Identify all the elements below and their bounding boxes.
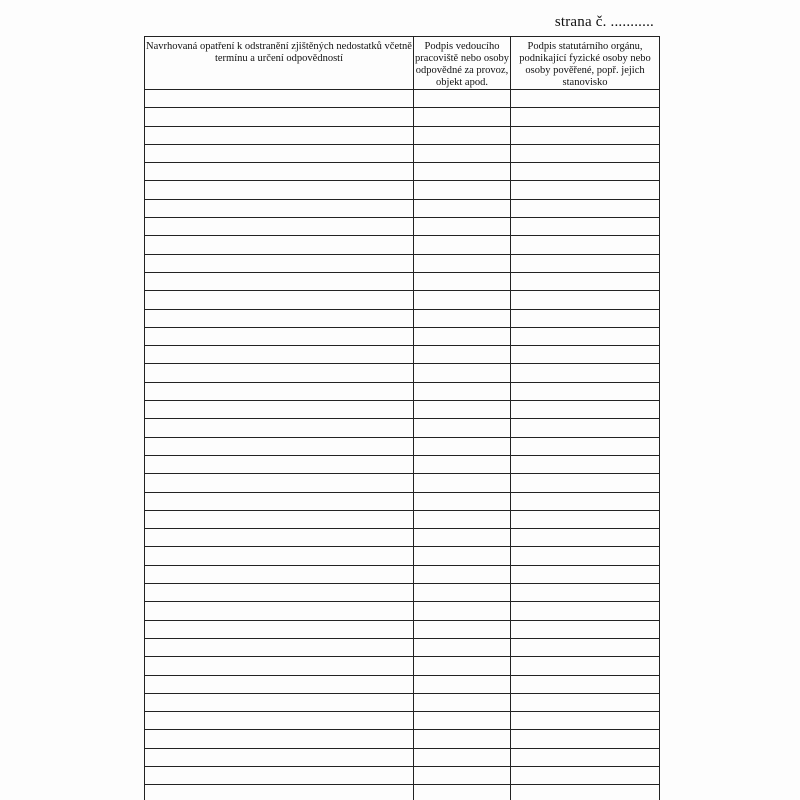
cell-manager-signature[interactable] — [414, 620, 511, 638]
cell-measures[interactable] — [145, 529, 414, 547]
table-row — [145, 712, 660, 730]
cell-measures[interactable] — [145, 291, 414, 309]
cell-measures[interactable] — [145, 327, 414, 345]
table-row — [145, 730, 660, 748]
cell-measures[interactable] — [145, 657, 414, 675]
cell-statutory-signature[interactable] — [511, 584, 660, 602]
cell-statutory-signature[interactable] — [511, 748, 660, 766]
cell-manager-signature[interactable] — [414, 730, 511, 748]
table-row — [145, 584, 660, 602]
table-row — [145, 199, 660, 217]
cell-statutory-signature[interactable] — [511, 474, 660, 492]
cell-statutory-signature[interactable] — [511, 346, 660, 364]
cell-manager-signature[interactable] — [414, 181, 511, 199]
cell-statutory-signature[interactable] — [511, 565, 660, 583]
table-row — [145, 254, 660, 272]
table-row — [145, 126, 660, 144]
table-row — [145, 364, 660, 382]
cell-measures[interactable] — [145, 492, 414, 510]
cell-measures[interactable] — [145, 199, 414, 217]
table-header-row — [145, 37, 660, 90]
cell-manager-signature[interactable] — [414, 401, 511, 419]
cell-measures[interactable] — [145, 236, 414, 254]
table-row — [145, 657, 660, 675]
cell-statutory-signature[interactable] — [511, 419, 660, 437]
cell-statutory-signature[interactable] — [511, 181, 660, 199]
cell-manager-signature[interactable] — [414, 766, 511, 784]
table-row — [145, 346, 660, 364]
cell-manager-signature[interactable] — [414, 108, 511, 126]
table-row — [145, 547, 660, 565]
cell-manager-signature[interactable] — [414, 327, 511, 345]
cell-statutory-signature[interactable] — [511, 620, 660, 638]
cell-measures[interactable] — [145, 144, 414, 162]
table-row — [145, 163, 660, 181]
table-row — [145, 693, 660, 711]
cell-measures[interactable] — [145, 437, 414, 455]
cell-manager-signature[interactable] — [414, 144, 511, 162]
table-row — [145, 291, 660, 309]
table-row — [145, 108, 660, 126]
table-row — [145, 638, 660, 656]
cell-manager-signature[interactable] — [414, 547, 511, 565]
cell-statutory-signature[interactable] — [511, 675, 660, 693]
cell-manager-signature[interactable] — [414, 492, 511, 510]
table-row — [145, 565, 660, 583]
cell-measures[interactable] — [145, 547, 414, 565]
cell-statutory-signature[interactable] — [511, 766, 660, 784]
cell-statutory-signature[interactable] — [511, 126, 660, 144]
cell-manager-signature[interactable] — [414, 126, 511, 144]
cell-statutory-signature[interactable] — [511, 144, 660, 162]
table-row — [145, 455, 660, 473]
table-row — [145, 620, 660, 638]
table-row — [145, 419, 660, 437]
cell-measures[interactable] — [145, 474, 414, 492]
cell-statutory-signature[interactable] — [511, 547, 660, 565]
cell-statutory-signature[interactable] — [511, 638, 660, 656]
cell-statutory-signature[interactable] — [511, 327, 660, 345]
table-row — [145, 236, 660, 254]
cell-measures[interactable] — [145, 419, 414, 437]
cell-measures[interactable] — [145, 748, 414, 766]
cell-manager-signature[interactable] — [414, 272, 511, 290]
cell-manager-signature[interactable] — [414, 199, 511, 217]
table-row — [145, 327, 660, 345]
cell-measures[interactable] — [145, 309, 414, 327]
cell-manager-signature[interactable] — [414, 638, 511, 656]
cell-statutory-signature[interactable] — [511, 108, 660, 126]
table-row — [145, 437, 660, 455]
cell-measures[interactable] — [145, 510, 414, 528]
page-number-label: strana č. ........... — [554, 14, 654, 30]
cell-statutory-signature[interactable] — [511, 382, 660, 400]
cell-manager-signature[interactable] — [414, 748, 511, 766]
cell-measures[interactable] — [145, 455, 414, 473]
cell-statutory-signature[interactable] — [511, 529, 660, 547]
cell-manager-signature[interactable] — [414, 236, 511, 254]
cell-measures[interactable] — [145, 90, 414, 108]
cell-manager-signature[interactable] — [414, 657, 511, 675]
table-row — [145, 218, 660, 236]
cell-manager-signature[interactable] — [414, 529, 511, 547]
cell-manager-signature[interactable] — [414, 437, 511, 455]
cell-statutory-signature[interactable] — [511, 163, 660, 181]
table-row — [145, 144, 660, 162]
table-row — [145, 602, 660, 620]
cell-statutory-signature[interactable] — [511, 199, 660, 217]
cell-statutory-signature[interactable] — [511, 785, 660, 800]
table-row — [145, 272, 660, 290]
cell-measures[interactable] — [145, 693, 414, 711]
cell-statutory-signature[interactable] — [511, 492, 660, 510]
cell-statutory-signature[interactable] — [511, 291, 660, 309]
table-row — [145, 492, 660, 510]
cell-measures[interactable] — [145, 584, 414, 602]
cell-measures[interactable] — [145, 364, 414, 382]
cell-measures[interactable] — [145, 254, 414, 272]
cell-manager-signature[interactable] — [414, 510, 511, 528]
table-row — [145, 785, 660, 800]
cell-manager-signature[interactable] — [414, 291, 511, 309]
table-row — [145, 748, 660, 766]
table-row — [145, 766, 660, 784]
table-row — [145, 529, 660, 547]
cell-statutory-signature[interactable] — [511, 236, 660, 254]
cell-measures[interactable] — [145, 401, 414, 419]
cell-measures[interactable] — [145, 638, 414, 656]
table-row — [145, 181, 660, 199]
measures-table — [144, 36, 660, 800]
cell-measures[interactable] — [145, 730, 414, 748]
cell-measures[interactable] — [145, 108, 414, 126]
cell-manager-signature[interactable] — [414, 419, 511, 437]
cell-statutory-signature[interactable] — [511, 657, 660, 675]
table-row — [145, 675, 660, 693]
cell-measures[interactable] — [145, 565, 414, 583]
header-proposed-measures: Navrhovaná opatření k odstranění zjištěných nedostatků včetně termínu a určení odpovědností — [145, 37, 414, 90]
cell-measures[interactable] — [145, 272, 414, 290]
cell-measures[interactable] — [145, 620, 414, 638]
cell-manager-signature[interactable] — [414, 693, 511, 711]
cell-measures[interactable] — [145, 785, 414, 800]
cell-measures[interactable] — [145, 181, 414, 199]
table-row — [145, 382, 660, 400]
header-manager-signature: Podpis vedoucího pracoviště nebo osoby odpovědné za provoz, objekt apod. — [414, 37, 511, 90]
header-statutory-signature: Podpis statutárního orgánu, podnikající fyzické osoby nebo osoby pověřené, popř. jejich stanovisko — [511, 37, 660, 90]
cell-statutory-signature[interactable] — [511, 218, 660, 236]
cell-measures[interactable] — [145, 712, 414, 730]
cell-statutory-signature[interactable] — [511, 364, 660, 382]
cell-manager-signature[interactable] — [414, 346, 511, 364]
table-body — [145, 90, 660, 800]
table-row — [145, 309, 660, 327]
cell-statutory-signature[interactable] — [511, 309, 660, 327]
cell-manager-signature[interactable] — [414, 474, 511, 492]
cell-statutory-signature[interactable] — [511, 602, 660, 620]
cell-manager-signature[interactable] — [414, 565, 511, 583]
cell-statutory-signature[interactable] — [511, 254, 660, 272]
cell-manager-signature[interactable] — [414, 254, 511, 272]
cell-manager-signature[interactable] — [414, 218, 511, 236]
cell-statutory-signature[interactable] — [511, 510, 660, 528]
cell-manager-signature[interactable] — [414, 455, 511, 473]
cell-measures[interactable] — [145, 766, 414, 784]
cell-statutory-signature[interactable] — [511, 455, 660, 473]
cell-measures[interactable] — [145, 382, 414, 400]
cell-manager-signature[interactable] — [414, 785, 511, 800]
table-row — [145, 401, 660, 419]
cell-measures[interactable] — [145, 126, 414, 144]
cell-manager-signature[interactable] — [414, 364, 511, 382]
cell-manager-signature[interactable] — [414, 675, 511, 693]
cell-measures[interactable] — [145, 675, 414, 693]
cell-statutory-signature[interactable] — [511, 401, 660, 419]
table-row — [145, 474, 660, 492]
cell-statutory-signature[interactable] — [511, 90, 660, 108]
cell-statutory-signature[interactable] — [511, 437, 660, 455]
cell-statutory-signature[interactable] — [511, 272, 660, 290]
table-row — [145, 90, 660, 108]
cell-manager-signature[interactable] — [414, 90, 511, 108]
cell-measures[interactable] — [145, 346, 414, 364]
cell-measures[interactable] — [145, 602, 414, 620]
cell-manager-signature[interactable] — [414, 382, 511, 400]
cell-manager-signature[interactable] — [414, 602, 511, 620]
cell-measures[interactable] — [145, 218, 414, 236]
cell-statutory-signature[interactable] — [511, 693, 660, 711]
cell-statutory-signature[interactable] — [511, 712, 660, 730]
cell-manager-signature[interactable] — [414, 712, 511, 730]
cell-manager-signature[interactable] — [414, 309, 511, 327]
cell-manager-signature[interactable] — [414, 584, 511, 602]
table-row — [145, 510, 660, 528]
cell-statutory-signature[interactable] — [511, 730, 660, 748]
cell-manager-signature[interactable] — [414, 163, 511, 181]
cell-measures[interactable] — [145, 163, 414, 181]
